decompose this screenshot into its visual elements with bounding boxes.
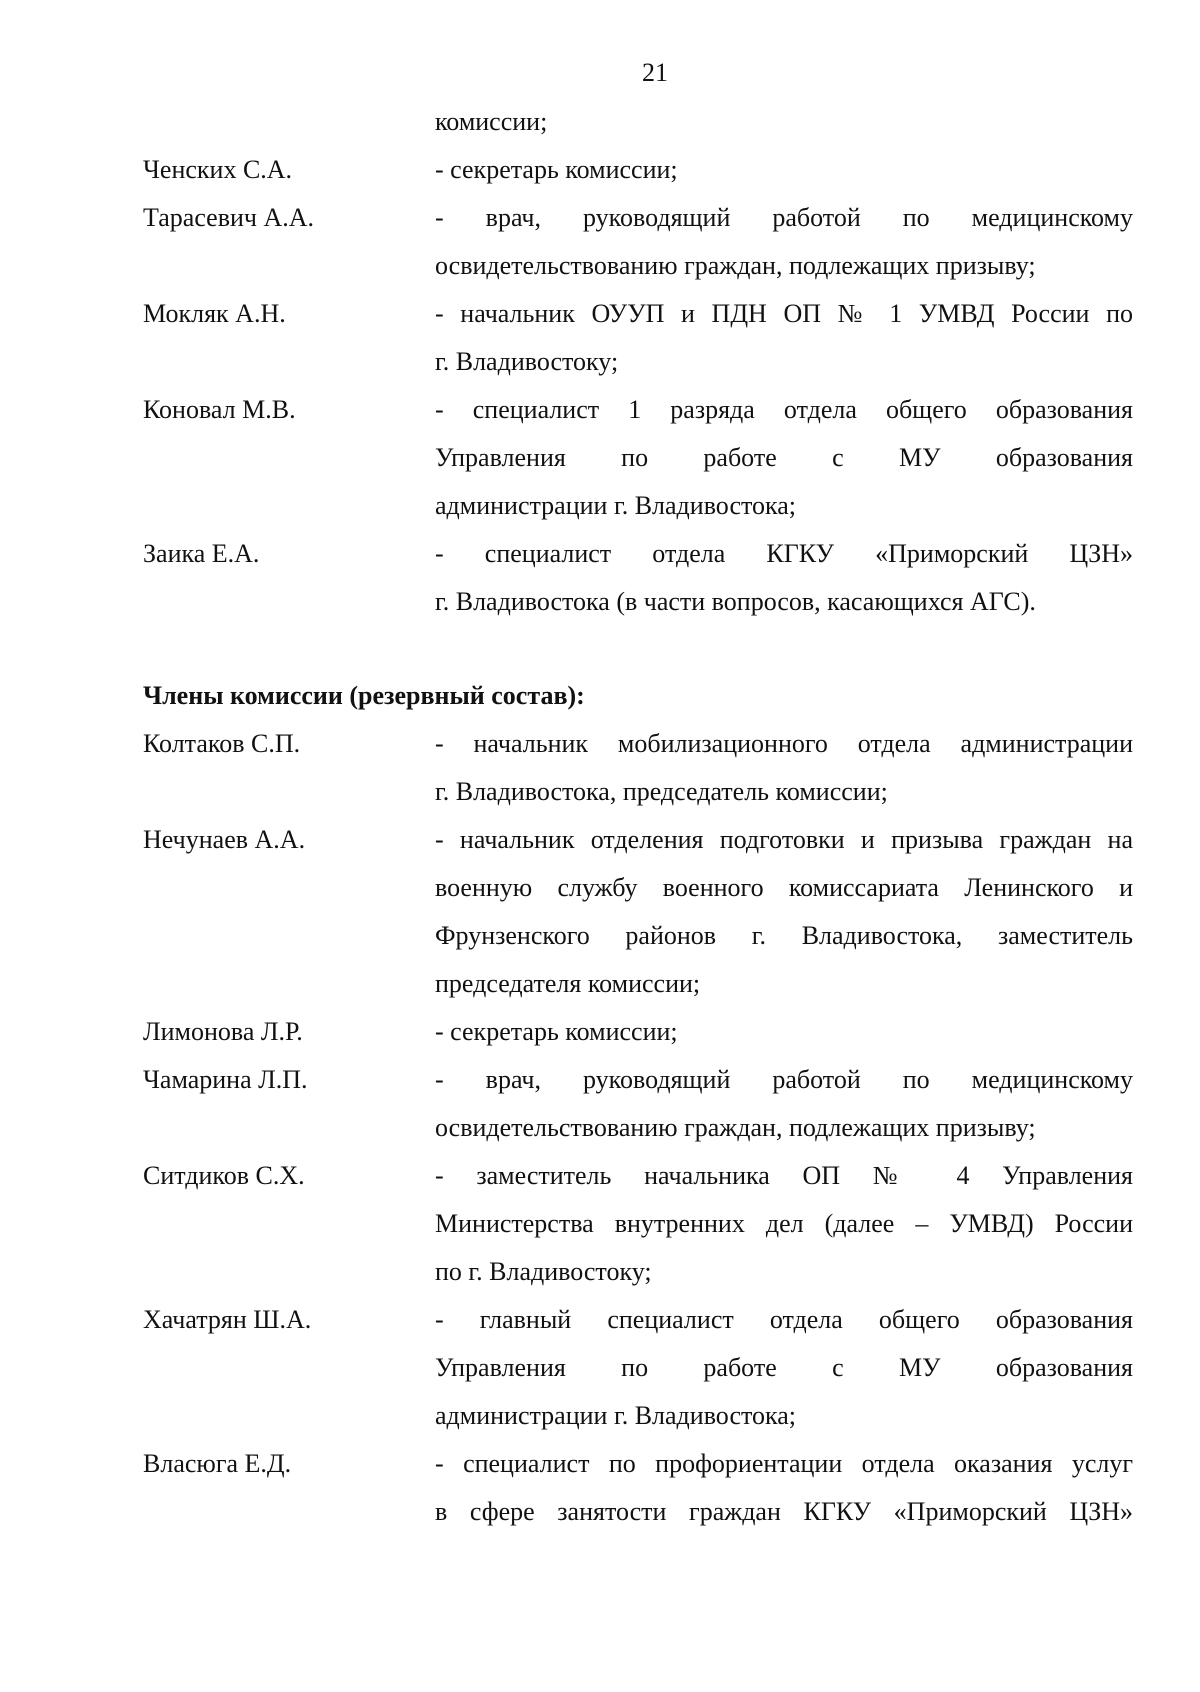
role-line: - главный специалист отдела общего образования (435, 1305, 1133, 1334)
role-line: председателя комиссии; (435, 969, 701, 998)
member-role (435, 720, 1133, 816)
role-line: - специалист 1 разряда отдела общего образования (435, 395, 1133, 424)
member-row (143, 530, 1133, 626)
role-line: - специалист по профориентации отдела оказания услуг (435, 1449, 1133, 1478)
member-role (435, 290, 1133, 386)
role-line: г. Владивостока (в части вопросов, касающихся АГС). (435, 587, 1036, 616)
role-line: - начальник ОУУП и ПДН ОП № 1 УМВД России по (435, 299, 1133, 328)
role-line: военную службу военного комиссариата Ленинского и (435, 873, 1133, 902)
role-line: Министерства внутренних дел (далее – УМВД) России (435, 1209, 1133, 1238)
role-line: Управления по работе с МУ образования (435, 443, 1133, 472)
role-line: - специалист отдела КГКУ «Приморский ЦЗН» (435, 539, 1133, 568)
member-role (435, 816, 1133, 1008)
member-role (435, 1296, 1133, 1440)
member-row (143, 194, 1133, 290)
role-line: администрации г. Владивостока; (435, 1401, 797, 1430)
role-line: по г. Владивостоку; (435, 1257, 652, 1286)
member-name: Нечунаев А.А. (143, 825, 306, 854)
role-line: - врач, руководящий работой по медицинскому (435, 203, 1133, 232)
role-line: администрации г. Владивостока; (435, 491, 797, 520)
member-name: Ченских С.А. (143, 155, 293, 184)
member-role (435, 146, 1133, 194)
member-name: Хачатрян Ш.А. (143, 1305, 312, 1334)
member-name: Ситдиков С.Х. (143, 1161, 305, 1190)
member-role (435, 386, 1133, 530)
document-body (143, 98, 1133, 1536)
role-line: - начальник отделения подготовки и призыва граждан на (435, 825, 1133, 854)
member-role (435, 1440, 1133, 1536)
member-row (143, 98, 1133, 146)
role-line: г. Владивостоку; (435, 347, 619, 376)
role-line: в сфере занятости граждан КГКУ «Приморский ЦЗН» (435, 1497, 1133, 1526)
member-row (143, 1296, 1133, 1440)
main-members-list (143, 98, 1133, 626)
page-number: 21 (642, 58, 668, 87)
member-role (435, 1008, 1133, 1056)
member-row (143, 816, 1133, 1008)
member-row (143, 1440, 1133, 1536)
role-line: г. Владивостока, председатель комиссии; (435, 777, 888, 806)
member-name: Заика Е.А. (143, 539, 260, 568)
member-role (435, 98, 1133, 146)
member-row (143, 720, 1133, 816)
reserve-members-list (143, 720, 1133, 1536)
member-role (435, 194, 1133, 290)
member-row (143, 1056, 1133, 1152)
reserve-section-heading: Члены комиссии (резервный состав): (143, 681, 585, 710)
role-line: освидетельствованию граждан, подлежащих призыву; (435, 1113, 1036, 1142)
member-name: Мокляк А.Н. (143, 299, 286, 328)
member-name: Чамарина Л.П. (143, 1065, 308, 1094)
member-role (435, 1152, 1133, 1296)
role-line: - начальник мобилизационного отдела администрации (435, 729, 1133, 758)
member-row (143, 290, 1133, 386)
role-line: - заместитель начальника ОП № 4 Управления (435, 1161, 1133, 1190)
role-line: комиссии; (435, 107, 548, 136)
role-line: Управления по работе с МУ образования (435, 1353, 1133, 1382)
member-name: Власюга Е.Д. (143, 1449, 292, 1478)
member-name: Коновал М.В. (143, 395, 296, 424)
member-name: Тарасевич А.А. (143, 203, 315, 232)
member-row (143, 1008, 1133, 1056)
member-role (435, 1056, 1133, 1152)
member-name: Лимонова Л.Р. (143, 1017, 303, 1046)
role-line: - врач, руководящий работой по медицинскому (435, 1065, 1133, 1094)
role-line: - секретарь комиссии; (435, 155, 678, 184)
role-line: Фрунзенского районов г. Владивостока, заместитель (435, 921, 1133, 950)
member-row (143, 1152, 1133, 1296)
member-role (435, 530, 1133, 626)
role-line: - секретарь комиссии; (435, 1017, 678, 1046)
member-row (143, 386, 1133, 530)
member-row (143, 146, 1133, 194)
member-name: Колтаков С.П. (143, 729, 301, 758)
role-line: освидетельствованию граждан, подлежащих призыву; (435, 251, 1036, 280)
